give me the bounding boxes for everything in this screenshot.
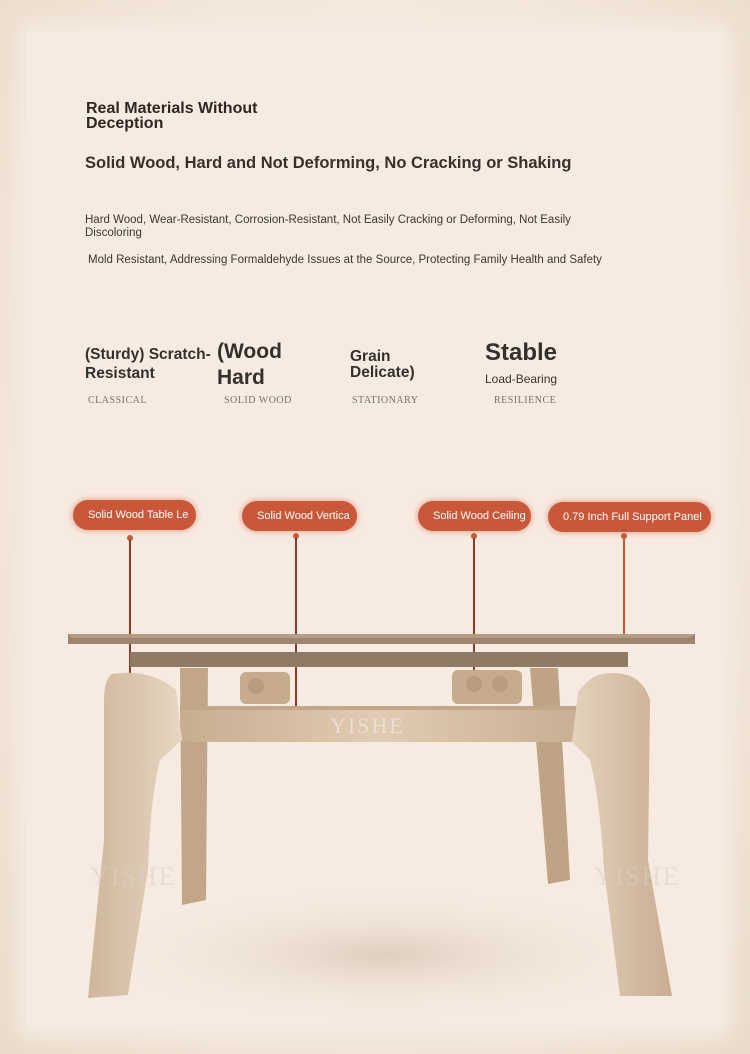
feature-sturdy-en: CLASSICAL xyxy=(88,395,147,406)
watermark: YISHE xyxy=(594,862,681,891)
page-title: Real Materials Without Deception xyxy=(86,100,258,132)
feature-wood-hard-label: (Wood Hard xyxy=(217,340,282,389)
callout-ceiling: Solid Wood Ceiling xyxy=(418,501,531,531)
feature-grain-en: STATIONARY xyxy=(352,395,419,406)
feature-sturdy-label: (Sturdy) Scratch-Resistant xyxy=(85,346,211,382)
page-subtitle: Solid Wood, Hard and Not Deforming, No Cracking or Shaking xyxy=(85,154,572,172)
callout-table-legs: Solid Wood Table Le xyxy=(73,500,196,530)
description-1: Hard Wood, Wear-Resistant, Corrosion-Resistant, Not Easily Cracking or Deforming, Not Easily Discoloring xyxy=(85,214,571,239)
feature-stable: Stable xyxy=(485,339,558,366)
callout-vertical: Solid Wood Vertica xyxy=(242,501,357,531)
feature-wood-hard-en: SOLID WOOD xyxy=(224,395,292,406)
feature-stable-en: RESILIENCE xyxy=(494,395,557,406)
callout-support-panel: 0.79 Inch Full Support Panel xyxy=(548,502,711,532)
feature-grain-label: Grain Delicate) xyxy=(350,348,415,381)
description-2: Mold Resistant, Addressing Formaldehyde Issues at the Source, Protecting Family Health and Safety xyxy=(88,254,602,266)
feature-stable-sub: Load-Bearing xyxy=(485,372,558,386)
watermark: YISHE xyxy=(330,713,405,738)
watermark: YISHE xyxy=(90,862,177,891)
